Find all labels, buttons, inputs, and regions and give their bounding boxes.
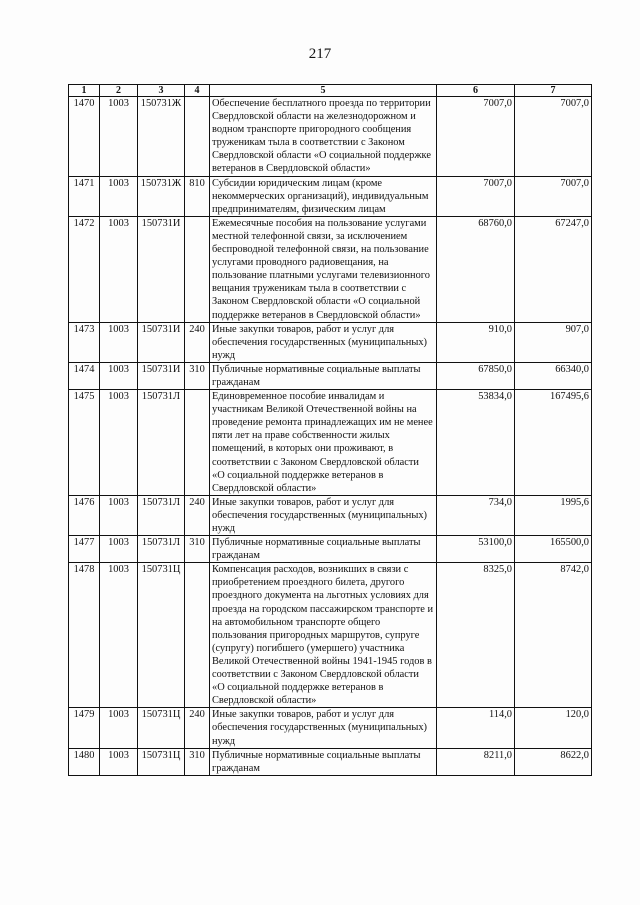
target-article-cell: 150731Ж [138, 97, 185, 177]
column-header: 2 [100, 85, 138, 97]
amount-year2-cell: 165500,0 [515, 536, 592, 563]
table-row [69, 176, 592, 216]
row-number-cell: 1474 [69, 362, 100, 389]
target-article-cell: 150731Л [138, 495, 185, 535]
table-row [69, 390, 592, 496]
amount-year2-cell: 67247,0 [515, 216, 592, 322]
amount-year2-cell: 907,0 [515, 322, 592, 362]
item-name-cell: Иные закупки товаров, работ и услуг для обеспечения государственных (муниципальных) нужд [210, 322, 437, 362]
table-row [69, 322, 592, 362]
section-code-cell: 1003 [100, 563, 138, 708]
section-code-cell: 1003 [100, 362, 138, 389]
amount-year2-cell: 66340,0 [515, 362, 592, 389]
amount-year2-cell: 8742,0 [515, 563, 592, 708]
section-code-cell: 1003 [100, 390, 138, 496]
table-row [69, 748, 592, 775]
amount-year2-cell: 120,0 [515, 708, 592, 748]
table-row [69, 563, 592, 708]
item-name-cell: Обеспечение бесплатного проезда по территории Свердловской области на железнодорожном и водном транспорте пригородного сообщения труженикам тыла в соответствии с Законом Свердловской области «О социальной поддержке ветеранов в Свердловской области» [210, 97, 437, 177]
row-number-cell: 1476 [69, 495, 100, 535]
target-article-cell: 150731Ц [138, 748, 185, 775]
budget-table [68, 84, 592, 776]
expense-type-cell: 240 [185, 708, 210, 748]
item-name-cell: Иные закупки товаров, работ и услуг для обеспечения государственных (муниципальных) нужд [210, 708, 437, 748]
amount-year1-cell: 53834,0 [437, 390, 515, 496]
section-code-cell: 1003 [100, 216, 138, 322]
amount-year1-cell: 734,0 [437, 495, 515, 535]
amount-year1-cell: 68760,0 [437, 216, 515, 322]
amount-year1-cell: 114,0 [437, 708, 515, 748]
row-number-cell: 1480 [69, 748, 100, 775]
amount-year2-cell: 1995,6 [515, 495, 592, 535]
table-row [69, 216, 592, 322]
amount-year1-cell: 7007,0 [437, 176, 515, 216]
target-article-cell: 150731И [138, 362, 185, 389]
expense-type-cell: 810 [185, 176, 210, 216]
amount-year2-cell: 167495,6 [515, 390, 592, 496]
page-number: 217 [308, 46, 332, 62]
item-name-cell: Компенсация расходов, возникших в связи с приобретением проездного билета, другого проездного документа на льготных условиях для проезда на городском пассажирском транспорте и на автомобильном транспорте общего пользования пригородных маршрутов, супруге (супругу) погибшего (умершего) участника Великой Отечественной войны 1941-1945 годов в соответствии с Законом Свердловской области «О социальной поддержке ветеранов в Свердловской области» [210, 563, 437, 708]
expense-type-cell [185, 216, 210, 322]
section-code-cell: 1003 [100, 748, 138, 775]
row-number-cell: 1470 [69, 97, 100, 177]
amount-year1-cell: 67850,0 [437, 362, 515, 389]
column-header: 3 [138, 85, 185, 97]
table-row [69, 708, 592, 748]
column-header: 7 [515, 85, 592, 97]
target-article-cell: 150731Ж [138, 176, 185, 216]
column-header: 6 [437, 85, 515, 97]
target-article-cell: 150731Л [138, 390, 185, 496]
column-header: 4 [185, 85, 210, 97]
section-code-cell: 1003 [100, 97, 138, 177]
table-row [69, 495, 592, 535]
target-article-cell: 150731Ц [138, 708, 185, 748]
row-number-cell: 1475 [69, 390, 100, 496]
section-code-cell: 1003 [100, 495, 138, 535]
expense-type-cell: 310 [185, 536, 210, 563]
amount-year2-cell: 7007,0 [515, 176, 592, 216]
item-name-cell: Ежемесячные пособия на пользование услугами местной телефонной связи, за исключением беспроводной телефонной связи, на пользование услугами проводного радиовещания, на пользование платными услугами телевизионного вещания труженикам тыла в соответствии с Законом Свердловской области «О социальной поддержке ветеранов в Свердловской области» [210, 216, 437, 322]
item-name-cell: Публичные нормативные социальные выплаты гражданам [210, 362, 437, 389]
row-number-cell: 1479 [69, 708, 100, 748]
row-number-cell: 1478 [69, 563, 100, 708]
expense-type-cell: 240 [185, 495, 210, 535]
table-row [69, 97, 592, 177]
target-article-cell: 150731Ц [138, 563, 185, 708]
row-number-cell: 1473 [69, 322, 100, 362]
column-header: 5 [210, 85, 437, 97]
table-row [69, 536, 592, 563]
target-article-cell: 150731И [138, 322, 185, 362]
amount-year2-cell: 7007,0 [515, 97, 592, 177]
expense-type-cell: 310 [185, 362, 210, 389]
expense-type-cell: 310 [185, 748, 210, 775]
amount-year1-cell: 7007,0 [437, 97, 515, 177]
amount-year1-cell: 910,0 [437, 322, 515, 362]
amount-year2-cell: 8622,0 [515, 748, 592, 775]
target-article-cell: 150731Л [138, 536, 185, 563]
item-name-cell: Публичные нормативные социальные выплаты гражданам [210, 536, 437, 563]
item-name-cell: Единовременное пособие инвалидам и участникам Великой Отечественной войны на проведение ремонта принадлежащих им не менее пяти лет на праве собственности жилых помещений, в которых они проживают, в соответствии с Законом Свердловской области «О социальной поддержке ветеранов в Свердловской области» [210, 390, 437, 496]
expense-type-cell [185, 390, 210, 496]
row-number-cell: 1471 [69, 176, 100, 216]
section-code-cell: 1003 [100, 536, 138, 563]
expense-type-cell [185, 97, 210, 177]
amount-year1-cell: 8325,0 [437, 563, 515, 708]
item-name-cell: Субсидии юридическим лицам (кроме некоммерческих организаций), индивидуальным предпринимателям, физическим лицам [210, 176, 437, 216]
section-code-cell: 1003 [100, 176, 138, 216]
item-name-cell: Иные закупки товаров, работ и услуг для обеспечения государственных (муниципальных) нужд [210, 495, 437, 535]
target-article-cell: 150731И [138, 216, 185, 322]
expense-type-cell [185, 563, 210, 708]
column-header: 1 [69, 85, 100, 97]
amount-year1-cell: 53100,0 [437, 536, 515, 563]
table-header-row [69, 85, 592, 97]
section-code-cell: 1003 [100, 322, 138, 362]
row-number-cell: 1477 [69, 536, 100, 563]
row-number-cell: 1472 [69, 216, 100, 322]
item-name-cell: Публичные нормативные социальные выплаты гражданам [210, 748, 437, 775]
amount-year1-cell: 8211,0 [437, 748, 515, 775]
expense-type-cell: 240 [185, 322, 210, 362]
section-code-cell: 1003 [100, 708, 138, 748]
table-row [69, 362, 592, 389]
